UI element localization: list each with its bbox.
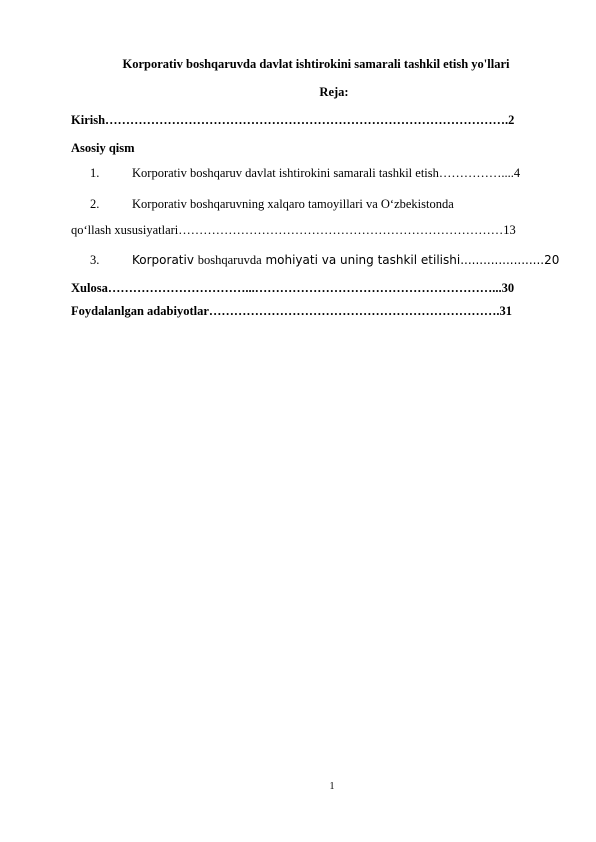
toc-entry-text-part: Korporativ	[132, 253, 198, 267]
toc-entry-3[interactable]	[90, 252, 559, 268]
toc-entry-number: 1.	[90, 166, 100, 180]
toc-entry-adabiyotlar[interactable]: Foydalanlgan adabiyotlar…………………………………………………………….31	[71, 304, 512, 318]
toc-entry-xulosa[interactable]: Xulosa……………………………...…………………………………………………...30	[71, 281, 515, 295]
toc-entry-text: Korporativ boshqaruv davlat ishtirokini samarali tashkil etish……………....4	[132, 166, 521, 180]
toc-entry-number: 2.	[90, 197, 100, 211]
toc-entry-kirish[interactable]: Kirish…………………………………………………………………………………….2	[71, 113, 515, 127]
plan-heading: Reja:	[319, 85, 349, 99]
toc-entry-2[interactable]	[90, 196, 454, 212]
toc-entry-text: Korporativ boshqaruvning xalqaro tamoyillari va O‘zbekistonda	[132, 197, 454, 211]
page-number: 1	[329, 781, 335, 792]
toc-entry-text-part: boshqaruvda	[197, 253, 262, 267]
toc-entry-2-continued[interactable]: qo‘llash xususiyatlari……………………………………………………………………13	[71, 223, 516, 237]
toc-entry-1[interactable]	[90, 165, 520, 181]
toc-section-asosiy-qism: Asosiy qism	[71, 141, 135, 155]
document-title: Korporativ boshqaruvda davlat ishtirokini samarali tashkil etish yo'llari	[122, 57, 510, 71]
toc-entry-text-part: mohiyati va uning tashkil etilishi......................20	[261, 253, 560, 267]
toc-entry-number: 3.	[90, 253, 100, 267]
